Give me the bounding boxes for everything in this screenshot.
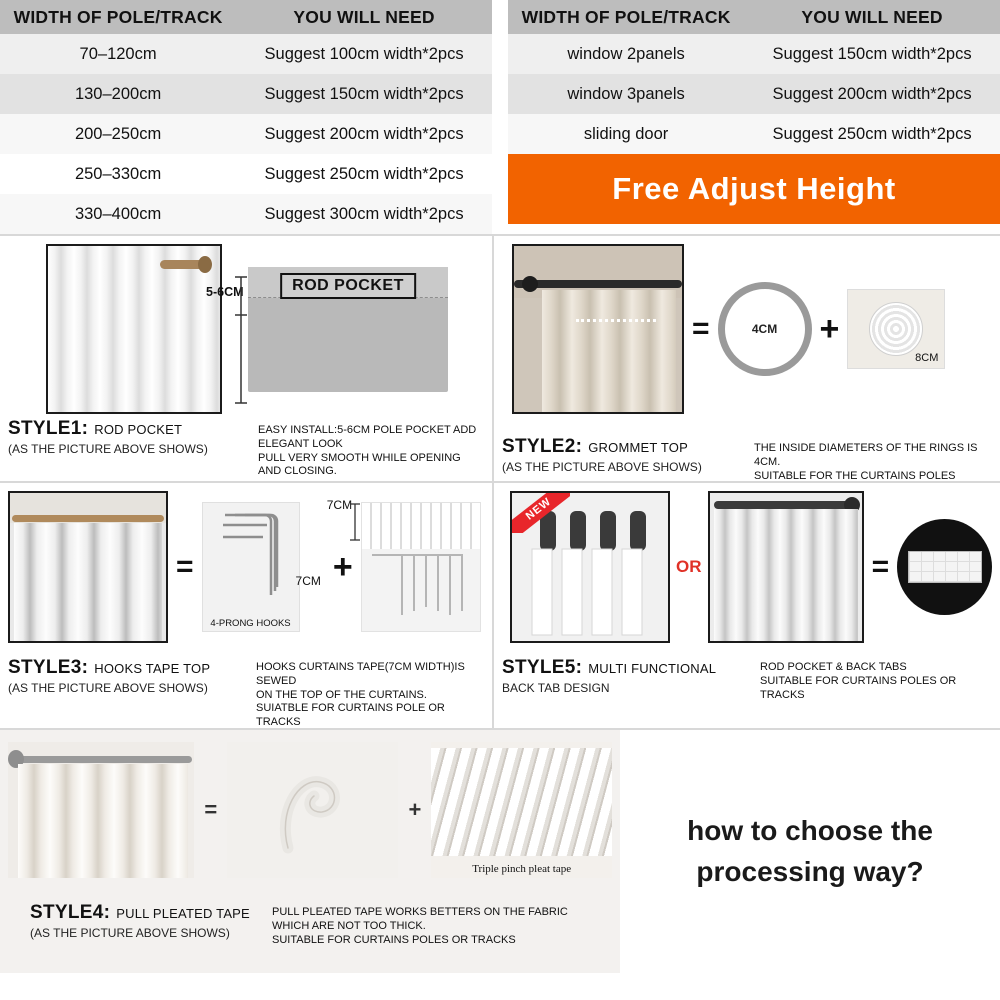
style3-sub: (AS THE PICTURE ABOVE SHOWS) — [8, 681, 208, 695]
tape-detail-icon — [908, 551, 982, 583]
measure-bracket-icon — [234, 275, 248, 405]
style4-panel — [0, 730, 620, 973]
tape-measure-label: 7CM — [326, 498, 353, 512]
cell-need: Suggest 200cm width*2pcs — [772, 84, 972, 103]
style1-panel — [0, 236, 492, 481]
style4-note-line3: SUITABLE FOR CURTAINS POLES OR TRACKS — [272, 933, 516, 946]
pleated-curtain-illustration — [18, 764, 188, 878]
style1-note-line2: PULL VERY SMOOTH WHILE OPENING AND CLOSING. — [258, 451, 461, 478]
bottom-row — [0, 730, 1000, 973]
cell-need: Suggest 150cm width*2pcs — [772, 44, 972, 63]
hooks-bundle-icon — [362, 549, 480, 629]
style1-rod-pocket-diagram — [206, 267, 448, 392]
style3-name: STYLE3: — [8, 657, 89, 678]
equals-sign: = — [176, 550, 194, 583]
rod-icon — [714, 501, 858, 509]
curtain-illustration — [48, 246, 220, 412]
style4-name: STYLE4: — [30, 902, 111, 923]
style2-note-line1: THE INSIDE DIAMETERS OF THE RINGS IS 4CM. — [754, 442, 978, 468]
table-row — [0, 154, 492, 194]
tape-roll-photo — [847, 289, 945, 369]
tape-roll-icon — [869, 302, 923, 356]
table-row — [0, 34, 492, 74]
plus-sign: + — [408, 797, 422, 822]
new-badge-label: NEW — [512, 493, 570, 533]
measure-bracket-icon — [349, 502, 361, 542]
style3-curtain-photo — [8, 491, 168, 643]
style1-note-line1: EASY INSTALL:5-6CM POLE POCKET ADD ELEGANT LOOK — [258, 424, 477, 450]
table-row — [508, 34, 1000, 74]
style4-images — [8, 738, 612, 878]
style4-sub: (AS THE PICTURE ABOVE SHOWS) — [30, 926, 230, 940]
style3-tape-block — [326, 498, 481, 632]
style2-name: STYLE2: — [502, 436, 583, 457]
rod-end-icon — [522, 276, 538, 292]
cell-need: Suggest 300cm width*2pcs — [264, 204, 464, 223]
cell-need: Suggest 250cm width*2pcs — [772, 124, 972, 143]
style1-images — [8, 244, 484, 414]
cell-need: Suggest 200cm width*2pcs — [264, 124, 464, 143]
cell-width: 70–120cm — [79, 44, 157, 63]
style3-note-line3: SUIATBLE FOR CURTAINS POLE OR TRACKS — [256, 702, 445, 728]
style1-curtain-photo — [46, 244, 222, 414]
pleat-hook-icon — [258, 762, 368, 858]
rod-pocket-tag: ROD POCKET — [280, 273, 416, 299]
style3-images — [8, 491, 484, 643]
style4-pleat-tape-photo — [431, 742, 612, 878]
or-label: OR — [676, 557, 702, 576]
table-row — [508, 114, 1000, 154]
style1-name: STYLE1: — [8, 418, 89, 439]
cell-width: 250–330cm — [74, 164, 162, 183]
curtain-illustration — [542, 290, 676, 412]
tape-width-label: 8CM — [915, 352, 939, 364]
new-badge — [512, 493, 570, 533]
style2-sub: (AS THE PICTURE ABOVE SHOWS) — [502, 460, 702, 474]
style3-panel — [0, 483, 492, 728]
size-table-left — [0, 0, 492, 234]
grommet-ring-icon — [718, 282, 812, 376]
cell-width: sliding door — [583, 124, 669, 143]
tape-detail-circle — [897, 519, 992, 615]
hook-measure-label: 7CM — [295, 574, 321, 588]
pleat-tape-label: Triple pinch pleat tape — [472, 863, 572, 875]
style3-type: HOOKS TAPE TOP — [94, 661, 211, 676]
hook-tape-photo — [361, 502, 481, 632]
rod-icon — [10, 756, 192, 763]
style2-note-line2: SUITABLE FOR THE CURTAINS POLES — [754, 469, 956, 482]
curtain-illustration — [714, 509, 858, 641]
style3-note-line1: HOOKS CURTAINS TAPE(7CM WIDTH)IS SEWED — [256, 661, 465, 687]
style4-note-line1: PULL PLEATED TAPE WORKS BETTERS ON THE FABRIC — [272, 906, 568, 918]
header-width: WIDTH OF POLE/TRACK — [521, 6, 731, 27]
equals-sign: = — [204, 797, 218, 822]
hooks-photo — [202, 502, 300, 632]
hooks-caption: 4-PRONG HOOKS — [210, 618, 291, 629]
header-need: YOU WILL NEED — [293, 6, 435, 27]
cell-need: Suggest 150cm width*2pcs — [264, 84, 464, 103]
table-row — [0, 74, 492, 114]
headline — [687, 811, 933, 892]
styles-row-1 — [0, 236, 1000, 481]
style2-panel — [494, 236, 1000, 481]
style1-type: ROD POCKET — [94, 422, 183, 437]
style5-images — [502, 491, 992, 643]
cell-width: window 3panels — [567, 84, 685, 103]
headline-block — [620, 730, 1000, 973]
table-row — [0, 114, 492, 154]
table-row — [0, 194, 492, 234]
cell-width: window 2panels — [567, 44, 685, 63]
style5-rod-pocket-photo — [708, 491, 864, 643]
rod-icon — [514, 280, 682, 288]
size-table-right — [508, 0, 1000, 234]
table-header-row — [0, 0, 492, 34]
style5-type: MULTI FUNCTIONAL — [588, 661, 717, 676]
style5-note-line2: SUITABLE FOR CURTAINS POLES OR TRACKS — [760, 674, 957, 701]
equals-sign: = — [871, 550, 890, 583]
style3-note-line2: ON THE TOP OF THE CURTAINS. — [256, 688, 427, 701]
headline-line1: how to choose the — [687, 814, 933, 846]
cell-width: 330–400cm — [74, 204, 162, 223]
style3-caption — [8, 657, 484, 730]
style1-sub: (AS THE PICTURE ABOVE SHOWS) — [8, 442, 208, 456]
cell-need: Suggest 100cm width*2pcs — [264, 44, 464, 63]
cell-width: 200–250cm — [74, 124, 162, 143]
style5-panel — [494, 483, 1000, 728]
plus-sign: + — [819, 309, 840, 348]
cell-width: 130–200cm — [74, 84, 162, 103]
equals-sign: = — [692, 312, 710, 345]
style5-back-tab-photo — [510, 491, 670, 643]
style1-caption — [8, 418, 484, 479]
style5-caption — [502, 657, 992, 702]
free-adjust-height-banner: Free Adjust Height — [508, 154, 1000, 224]
style4-curtain-photo — [8, 742, 194, 878]
style5-name: STYLE5: — [502, 657, 583, 678]
4-prong-hooks-icon — [203, 503, 299, 615]
dotted-guide — [576, 316, 656, 322]
plus-sign: + — [332, 547, 353, 586]
curtain-illustration — [14, 523, 162, 641]
headline-line2: processing way? — [696, 855, 924, 887]
header-need: YOU WILL NEED — [801, 6, 943, 27]
style2-grommet-photo — [512, 244, 684, 414]
style5-sub: BACK TAB DESIGN — [502, 681, 610, 695]
cell-need: Suggest 250cm width*2pcs — [264, 164, 464, 183]
header-width: WIDTH OF POLE/TRACK — [13, 6, 223, 27]
ring-diameter-label: 4CM — [751, 322, 778, 336]
size-tables — [0, 0, 1000, 234]
pleat-tape-illustration — [431, 748, 612, 856]
rod-icon — [12, 515, 164, 522]
style5-note-line1: ROD POCKET & BACK TABS — [760, 661, 907, 673]
table-header-row — [508, 0, 1000, 34]
style2-images — [502, 244, 992, 414]
style4-type: PULL PLEATED TAPE — [116, 906, 250, 921]
style4-note-line2: WHICH ARE NOT TOO THICK. — [272, 919, 426, 932]
styles-row-2 — [0, 483, 1000, 728]
style2-type: GROMMET TOP — [588, 440, 688, 455]
table-row — [508, 74, 1000, 114]
rod-pocket-shape — [248, 267, 448, 392]
style2-caption — [502, 436, 992, 483]
rod-finial-icon — [198, 256, 212, 273]
pocket-measure-label: 5-6CM — [206, 284, 244, 299]
tape-strip — [362, 503, 480, 549]
style4-caption — [8, 902, 612, 947]
style4-hook-photo — [227, 742, 398, 878]
